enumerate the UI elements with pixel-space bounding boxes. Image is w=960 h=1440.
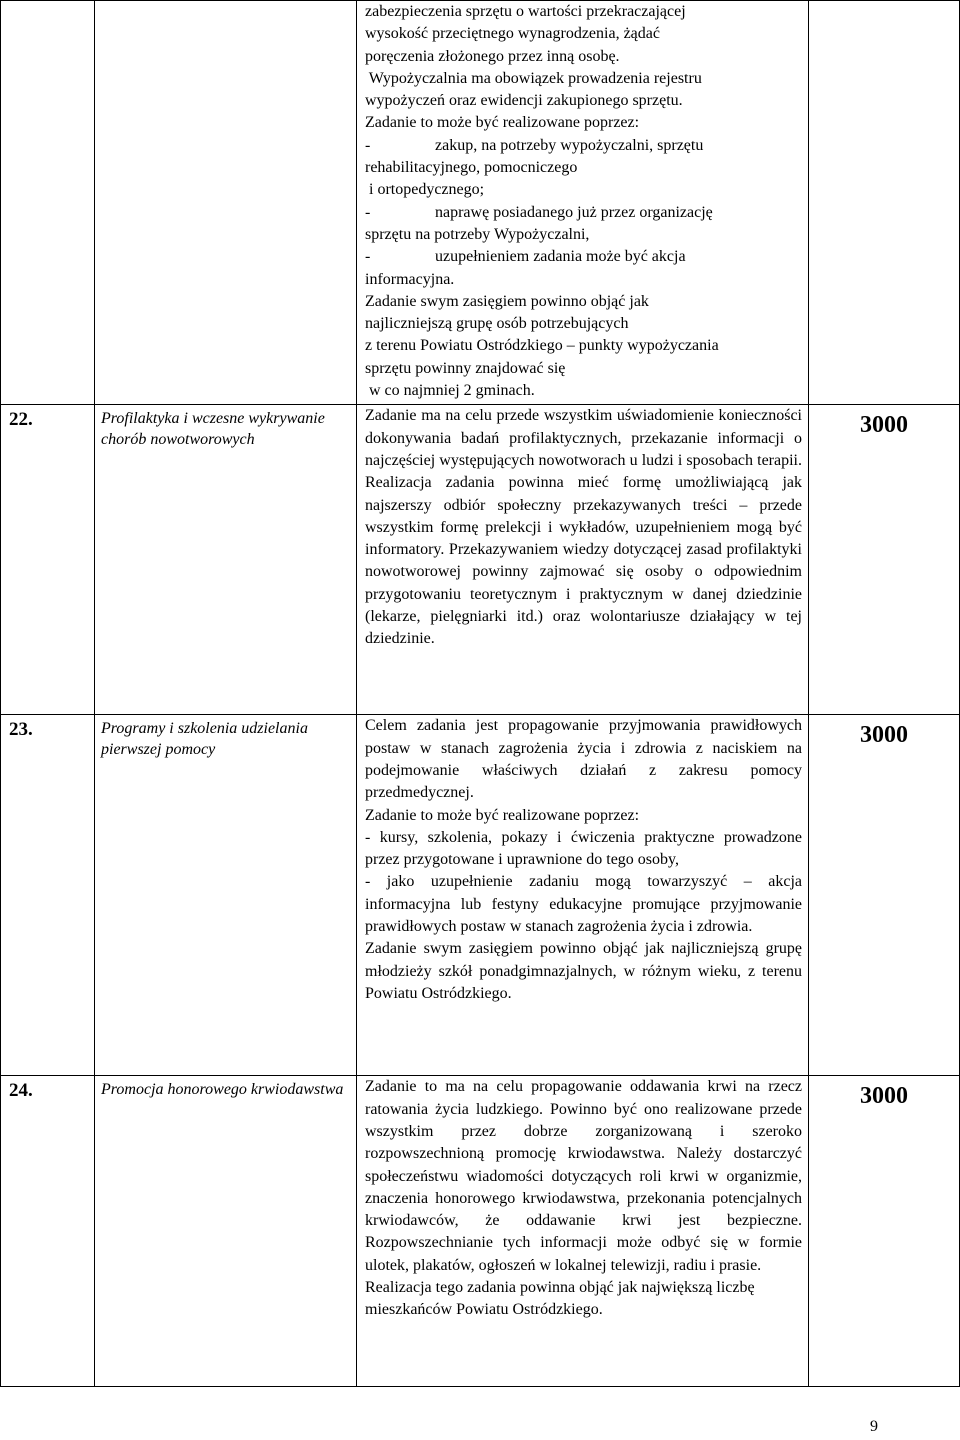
description-cell bbox=[357, 1, 809, 405]
task-topic: Profilaktyka i wczesne wykrywanie chorób nowotworowych bbox=[101, 410, 325, 449]
task-topic: Promocja honorowego krwiodawstwa bbox=[101, 1081, 344, 1099]
description-text: Zadanie ma na celu przede wszystkim uświadomienie konieczności dokonywania badań profilaktycznych, przekazanie informacji o najczęściej występujących nowotworach u ludzi i sposobach terapii. Realizacja zadania powinna mieć formę umożliwiającą jak najszerszy odbiór społeczny przekazywanych treści – przede wszystkim formę prelekcji i wykładów, uzupełnieniem mogą być informatory. Przekazywaniem wiedzy dotyczącej zasad profilaktyki nowotworowej powinny zajmować się osoby o odpowiednim przygotowaniu teoretycznym i praktycznym w danej dziedzinie (lekarze, pielęgniarki itd.) oraz wolontariusze działający w tej dziedzinie. bbox=[365, 407, 802, 648]
text-line: i ortopedycznego; bbox=[365, 181, 485, 199]
bullet-text: zakup, na potrzeby wypożyczalni, sprzętu bbox=[435, 136, 704, 154]
text-line: sprzętu powinny znajdować się bbox=[365, 359, 566, 377]
description-closing: Realizacja tego zadania powinna objąć jak największą liczbę mieszkańców Powiatu Ostródzkiego. bbox=[365, 1279, 755, 1319]
text-line: wypożyczeń oraz ewidencji zakupionego sprzętu. bbox=[365, 92, 683, 110]
text-line: poręczenia złożonego przez inną osobę. bbox=[365, 47, 620, 65]
table-row bbox=[1, 405, 960, 715]
text-line: z terenu Powiatu Ostródzkiego – punkty wypożyczania bbox=[365, 337, 719, 355]
description-bullet: - jako uzupełnienie zadaniu mogą towarzyszyć – akcja informacyjna lub festyny edukacyjne promujące przyjmowanie prawidłowych postaw w stanach zagrożenia życia i zdrowia. bbox=[365, 873, 802, 936]
text-line: Zadanie swym zasięgiem powinno objąć jak bbox=[365, 292, 649, 310]
bullet-dash: - bbox=[365, 203, 371, 221]
bullet-text: uzupełnieniem zadania może być akcja bbox=[435, 248, 686, 266]
text-line: wysokość przeciętnego wynagrodzenia, żądać bbox=[365, 25, 660, 43]
table-row bbox=[1, 1, 960, 405]
amount-value: 3000 bbox=[860, 412, 908, 439]
bullet-text: naprawę posiadanego już przez organizację bbox=[435, 203, 713, 221]
description-intro: Celem zadania jest propagowanie przyjmowania prawidłowych postaw w stanach zagrożenia życia i zdrowia z naciskiem na podejmowanie właściwych działań z zakresu pomocy przedmedycznej. bbox=[365, 717, 802, 802]
bullet-dash: - bbox=[365, 136, 371, 154]
bullet-item bbox=[365, 202, 802, 224]
row-number: 24. bbox=[9, 1080, 33, 1102]
topic-cell bbox=[95, 1, 357, 405]
amount-value: 3000 bbox=[860, 1083, 908, 1110]
task-topic: Programy i szkolenia udzielania pierwszej pomocy bbox=[101, 720, 308, 759]
bullet-item bbox=[365, 246, 802, 268]
task-description bbox=[357, 1076, 808, 1323]
amount-cell bbox=[809, 1, 960, 405]
description-outro: Zadanie swym zasięgiem powinno objąć jak najliczniejszą grupę młodzieży szkół ponadgimnazjalnych, w różnym wieku, z terenu Powiatu Ostródzkiego. bbox=[365, 940, 802, 1002]
text-line: Wypożyczalnia ma obowiązek prowadzenia rejestru bbox=[365, 69, 702, 87]
text-line: Zadanie to może być realizowane poprzez: bbox=[365, 114, 640, 132]
text-line: sprzętu na potrzeby Wypożyczalni, bbox=[365, 225, 590, 243]
text-line: rehabilitacyjnego, pomocniczego bbox=[365, 159, 578, 177]
row-number: 23. bbox=[9, 719, 33, 741]
text-line: najliczniejszą grupę osób potrzebujących bbox=[365, 315, 629, 333]
bullet-item bbox=[365, 135, 802, 157]
amount-value: 3000 bbox=[860, 722, 908, 749]
text-line: w co najmniej 2 gminach. bbox=[365, 382, 535, 400]
description-lead: Zadanie to może być realizowane poprzez: bbox=[365, 806, 640, 824]
text-line: zabezpieczenia sprzętu o wartości przekraczającej bbox=[365, 3, 686, 20]
task-description bbox=[357, 405, 808, 652]
task-description bbox=[357, 715, 808, 1007]
text-line: informacyjna. bbox=[365, 270, 455, 288]
table-row bbox=[1, 715, 960, 1076]
description-bullet: - kursy, szkolenia, pokazy i ćwiczenia praktyczne prowadzone przez przygotowane i uprawnione do tego osoby, bbox=[365, 828, 802, 869]
bullet-dash: - bbox=[365, 248, 371, 266]
row-number: 22. bbox=[9, 409, 33, 431]
table-row bbox=[1, 1076, 960, 1387]
description-text: Zadanie to ma na celu propagowanie oddawania krwi na rzecz ratowania życia ludzkiego. Powinno być ono realizowane przede wszystkim przez dobrze zorganizowaną i szeroko rozpowszechnioną promocję krwiodawstwa. Należy dostarczyć społeczeństwu wiadomości dotyczących roli krwi w organizmie, znaczenia honorowego krwiodawstwa, przekonania potencjalnych krwiodawców, że oddawanie krwi jest bezpieczne. Rozpowszechnianie tych informacji może odbyć się w formie ulotek, plakatów, ogłoszeń w lokalnej telewizji, radiu i prasie. bbox=[365, 1078, 802, 1274]
number-cell bbox=[1, 1, 95, 405]
page-number: 9 bbox=[870, 1418, 878, 1435]
